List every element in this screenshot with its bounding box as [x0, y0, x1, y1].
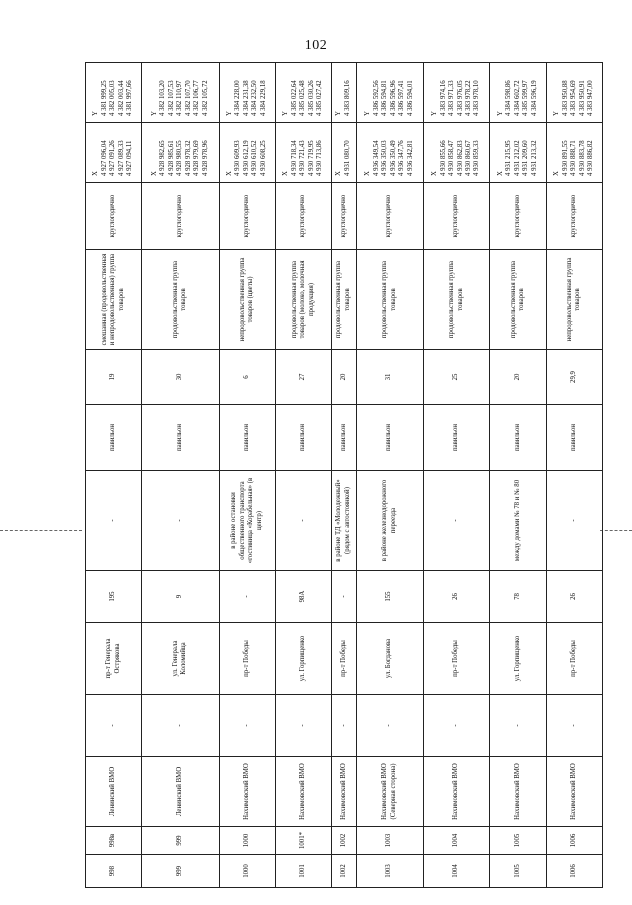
coordinate-x-value: 4 931 212,02 — [513, 140, 521, 176]
coordinates-x-cell — [490, 123, 546, 183]
coordinate-x-value: 4 930 862,83 — [456, 140, 464, 176]
cut-line-left — [0, 530, 82, 531]
coordinates-y-cell — [356, 63, 423, 123]
scheme-number-cell: 1004 — [423, 827, 490, 855]
area-cell: 6 — [219, 350, 275, 405]
period-cell: круглогодично — [332, 183, 357, 250]
row-number-cell: 1001 — [275, 855, 331, 888]
coordinate-y-value: Y — [150, 111, 158, 116]
district-cell: Нахимовский ВМО (Северная сторона) — [356, 757, 423, 827]
coordinate-y-value: Y — [364, 111, 372, 116]
table-row — [490, 63, 546, 888]
coordinate-y-value: 4 386 592,56 — [372, 80, 380, 116]
area-cell: 31 — [356, 350, 423, 405]
goods-group-cell: продовольственная группа товаров (молоко, молочная продукция) — [275, 250, 331, 350]
coordinate-x-value: X — [92, 171, 100, 176]
row-number-cell: 1003 — [356, 855, 423, 888]
area-cell: 19 — [86, 350, 142, 405]
coordinates-x-cell — [142, 123, 219, 183]
object-type-cell: павильон — [546, 405, 602, 471]
column-4-cell: - — [423, 695, 490, 757]
coordinate-y-value: Y — [92, 111, 100, 116]
coordinates-x-cell — [219, 123, 275, 183]
house-number-cell: - — [219, 571, 275, 623]
object-type-cell: павильон — [332, 405, 357, 471]
coordinates-y-cell — [332, 63, 357, 123]
coordinate-x-value: 4 936 347,76 — [398, 140, 406, 176]
table-row — [423, 63, 490, 888]
coordinate-x-value: 4 931 215,95 — [505, 140, 513, 176]
coordinate-y-value: 4 383 809,16 — [343, 80, 351, 116]
period-cell: круглогодично — [490, 183, 546, 250]
house-number-cell: 26 — [423, 571, 490, 623]
coordinate-y-value: 4 383 950,91 — [578, 80, 586, 116]
street-cell: ул. Богданова — [356, 623, 423, 695]
column-4-cell: - — [546, 695, 602, 757]
coordinate-x-value: X — [496, 171, 504, 176]
goods-group-cell: продовольственная группа товаров — [356, 250, 423, 350]
object-type-cell: павильон — [275, 405, 331, 471]
coordinate-x-value: 4 936 342,81 — [406, 140, 414, 176]
column-4-cell: - — [275, 695, 331, 757]
coordinate-x-value: X — [335, 171, 343, 176]
coordinate-x-value: 4 931 080,70 — [343, 140, 351, 176]
coordinate-y-value: 4 386 594,01 — [406, 80, 414, 116]
street-cell: пр-т Победы — [423, 623, 490, 695]
coordinate-x-value: 4 936 350,03 — [381, 140, 389, 176]
coordinate-x-value: 4 930 855,66 — [439, 140, 447, 176]
column-4-cell: - — [490, 695, 546, 757]
coordinate-y-value: 4 382 003,44 — [117, 80, 125, 116]
coordinates-y-cell — [490, 63, 546, 123]
coordinates-x-cell — [86, 123, 142, 183]
row-number-cell: 1006 — [546, 855, 602, 888]
scheme-number-cell: 1006 — [546, 827, 602, 855]
coordinates-y-cell — [275, 63, 331, 123]
cut-line-right — [600, 530, 632, 531]
row-number-cell: 1004 — [423, 855, 490, 888]
house-number-cell: 195 — [86, 571, 142, 623]
coordinate-y-value: 4 385 599,97 — [522, 80, 530, 116]
column-4-cell: - — [219, 695, 275, 757]
coordinate-y-value: Y — [553, 111, 561, 116]
house-number-cell: 98А — [275, 571, 331, 623]
coordinates-y-cell — [546, 63, 602, 123]
coordinate-x-value: 4 930 721,43 — [299, 140, 307, 176]
column-4-cell: - — [142, 695, 219, 757]
table-row — [275, 63, 331, 888]
coordinate-y-value: 4 382 005,03 — [109, 80, 117, 116]
coordinate-y-value: Y — [496, 111, 504, 116]
goods-group-cell: продовольственная группа товаров — [490, 250, 546, 350]
coordinate-y-value: 4 382 103,20 — [159, 80, 167, 116]
coordinate-y-value: 4 382 107,53 — [167, 80, 175, 116]
street-cell: пр-т Генерала Острякова — [86, 623, 142, 695]
coordinate-x-value: X — [431, 171, 439, 176]
area-cell: 30 — [142, 350, 219, 405]
page-number: 102 — [304, 38, 328, 53]
coordinate-x-value: 4 928 985,61 — [167, 140, 175, 176]
district-cell: Нахимовский ВМО — [423, 757, 490, 827]
coordinate-y-value: 4 383 978,10 — [473, 80, 481, 116]
period-cell: круглогодично — [142, 183, 219, 250]
coordinate-y-value: 4 385 027,42 — [316, 80, 324, 116]
coordinate-y-value: 4 383 976,05 — [456, 80, 464, 116]
coordinate-y-value: 4 382 107,70 — [184, 80, 192, 116]
coordinates-y-cell — [86, 63, 142, 123]
coordinate-x-value: 4 936 349,54 — [372, 140, 380, 176]
scheme-number-cell: 1003 — [356, 827, 423, 855]
landmark-cell: между домами № 78 и № 80 — [490, 471, 546, 571]
landmark-cell: - — [86, 471, 142, 571]
object-type-cell: павильон — [423, 405, 490, 471]
coordinate-y-value: 4 384 232,50 — [251, 80, 259, 116]
coordinate-y-value: Y — [431, 111, 439, 116]
rotated-table-container — [85, 63, 603, 888]
coordinate-y-value: 4 382 106,77 — [193, 80, 201, 116]
coordinate-y-value: 4 383 978,22 — [464, 80, 472, 116]
goods-group-cell: непродовольственная группа товаров — [546, 250, 602, 350]
landmark-cell: в районе остановки общественного транспорта «гостиница «Корабельная» (в центр) — [219, 471, 275, 571]
coordinate-x-value: 4 927 094,11 — [126, 140, 134, 176]
scheme-number-cell: 1005 — [490, 827, 546, 855]
row-number-cell: 1005 — [490, 855, 546, 888]
coordinate-y-value: 4 384 602,72 — [513, 80, 521, 116]
period-cell: круглогодично — [423, 183, 490, 250]
coordinate-y-value: 4 384 598,86 — [505, 80, 513, 116]
landmark-cell: - — [546, 471, 602, 571]
house-number-cell: - — [332, 571, 357, 623]
coordinate-y-value: 4 383 954,69 — [570, 80, 578, 116]
house-number-cell: 155 — [356, 571, 423, 623]
coordinate-y-value: 4 382 110,97 — [176, 80, 184, 116]
coordinate-y-value: 4 383 971,33 — [448, 80, 456, 116]
house-number-cell: 78 — [490, 571, 546, 623]
coordinate-x-value: 4 930 719,95 — [307, 140, 315, 176]
scheme-number-cell: 1000 — [219, 827, 275, 855]
goods-group-cell: продовольственная группа товаров — [423, 250, 490, 350]
object-type-cell: павильон — [142, 405, 219, 471]
goods-group-cell: продовольственная группа товаров — [332, 250, 357, 350]
scheme-number-cell: 998в — [86, 827, 142, 855]
coordinate-x-value: 4 930 860,67 — [464, 140, 472, 176]
coordinate-y-value: 4 382 105,72 — [201, 80, 209, 116]
coordinate-y-value: 4 386 596,96 — [389, 80, 397, 116]
street-cell: ул. Генерала Коломийца — [142, 623, 219, 695]
column-4-cell: - — [356, 695, 423, 757]
coordinate-x-value: 4 930 883,78 — [578, 140, 586, 176]
coordinate-x-value: 4 931 213,32 — [530, 140, 538, 176]
coordinate-x-value: 4 930 859,33 — [473, 140, 481, 176]
coordinate-y-value: 4 381 999,25 — [100, 80, 108, 116]
column-4-cell: - — [86, 695, 142, 757]
table-row — [332, 63, 357, 888]
coordinate-x-value: X — [364, 171, 372, 176]
landmark-cell: в районе железнодорожного переезда — [356, 471, 423, 571]
coordinate-y-value: 4 383 950,88 — [561, 80, 569, 116]
district-cell: Нахимовский ВМО — [332, 757, 357, 827]
period-cell: круглогодично — [86, 183, 142, 250]
coordinate-x-value: 4 928 982,65 — [159, 140, 167, 176]
coordinate-x-value: 4 927 091,26 — [109, 140, 117, 176]
goods-group-cell: непродовольственная группа товаров (цветы) — [219, 250, 275, 350]
coordinate-x-value: 4 930 609,93 — [234, 140, 242, 176]
trade-objects-table — [85, 62, 603, 888]
coordinates-x-cell — [423, 123, 490, 183]
coordinate-x-value: 4 931 209,60 — [522, 140, 530, 176]
period-cell: круглогодично — [219, 183, 275, 250]
area-cell: 29,9 — [546, 350, 602, 405]
area-cell: 20 — [490, 350, 546, 405]
coordinate-x-value: 4 930 610,52 — [251, 140, 259, 176]
coordinate-x-value: X — [225, 171, 233, 176]
coordinates-y-cell — [219, 63, 275, 123]
coordinate-x-value: 4 936 350,49 — [389, 140, 397, 176]
coordinate-y-value: Y — [335, 111, 343, 116]
coordinate-x-value: 4 928 980,55 — [176, 140, 184, 176]
coordinates-x-cell — [275, 123, 331, 183]
landmark-cell: - — [423, 471, 490, 571]
object-type-cell: павильон — [490, 405, 546, 471]
coordinate-x-value: 4 928 979,69 — [193, 140, 201, 176]
district-cell: Нахимовский ВМО — [490, 757, 546, 827]
landmark-cell: в районе ТД «Молодежный» (рядом с автостоянкой) — [332, 471, 357, 571]
coordinate-x-value: 4 930 888,71 — [570, 140, 578, 176]
coordinate-y-value: 4 381 997,66 — [126, 80, 134, 116]
coordinate-x-value: 4 927 096,04 — [100, 140, 108, 176]
column-4-cell: - — [332, 695, 357, 757]
coordinate-x-value: 4 930 886,82 — [587, 140, 595, 176]
area-cell: 27 — [275, 350, 331, 405]
goods-group-cell: продовольственная группа товаров — [142, 250, 219, 350]
coordinate-y-value: 4 383 947,00 — [587, 80, 595, 116]
coordinates-y-cell — [142, 63, 219, 123]
coordinate-x-value: 4 930 608,25 — [259, 140, 267, 176]
table-row — [219, 63, 275, 888]
coordinates-x-cell — [356, 123, 423, 183]
street-cell: пр-т Победы — [546, 623, 602, 695]
coordinate-y-value: 4 384 596,19 — [530, 80, 538, 116]
coordinate-x-value: 4 928 978,32 — [184, 140, 192, 176]
coordinate-x-value: 4 930 718,34 — [290, 140, 298, 176]
object-type-cell: павильон — [86, 405, 142, 471]
district-cell: Ленинский ВМО — [86, 757, 142, 827]
district-cell: Нахимовский ВМО — [546, 757, 602, 827]
coordinates-x-cell — [546, 123, 602, 183]
street-cell: пр-т Победы — [219, 623, 275, 695]
goods-group-cell: смешанная (продовольственная и непродовольственная) группа товаров — [86, 250, 142, 350]
coordinate-y-value: 4 385 030,26 — [307, 80, 315, 116]
coordinate-x-value: 4 930 858,47 — [448, 140, 456, 176]
row-number-cell: 998 — [86, 855, 142, 888]
coordinate-y-value: 4 383 974,16 — [439, 80, 447, 116]
table-row — [356, 63, 423, 888]
coordinates-x-cell — [332, 123, 357, 183]
house-number-cell: 26 — [546, 571, 602, 623]
row-number-cell: 1002 — [332, 855, 357, 888]
coordinate-y-value: 4 386 597,41 — [398, 80, 406, 116]
period-cell: круглогодично — [356, 183, 423, 250]
district-cell: Нахимовский ВМО — [275, 757, 331, 827]
period-cell: круглогодично — [546, 183, 602, 250]
street-cell: пр-т Победы — [332, 623, 357, 695]
table-row — [86, 63, 142, 888]
object-type-cell: павильон — [219, 405, 275, 471]
district-cell: Ленинский ВМО — [142, 757, 219, 827]
area-cell: 25 — [423, 350, 490, 405]
table-row — [142, 63, 219, 888]
coordinate-y-value: Y — [282, 111, 290, 116]
table-row — [546, 63, 602, 888]
coordinate-x-value: 4 930 612,19 — [242, 140, 250, 176]
period-cell: круглогодично — [275, 183, 331, 250]
coordinate-y-value: 4 384 228,00 — [234, 80, 242, 116]
scheme-number-cell: 1002 — [332, 827, 357, 855]
coordinate-y-value: 4 385 022,64 — [290, 80, 298, 116]
coordinate-y-value: 4 386 594,81 — [381, 80, 389, 116]
row-number-cell: 1000 — [219, 855, 275, 888]
scheme-number-cell: 1001* — [275, 827, 331, 855]
house-number-cell: 9 — [142, 571, 219, 623]
landmark-cell: - — [142, 471, 219, 571]
object-type-cell: павильон — [356, 405, 423, 471]
coordinate-x-value: 4 930 713,86 — [316, 140, 324, 176]
coordinate-y-value: Y — [225, 111, 233, 116]
coordinate-y-value: 4 385 025,48 — [299, 80, 307, 116]
landmark-cell: - — [275, 471, 331, 571]
district-cell: Нахимовский ВМО — [219, 757, 275, 827]
street-cell: ул. Горпищенко — [275, 623, 331, 695]
coordinate-x-value: 4 928 978,96 — [201, 140, 209, 176]
coordinate-x-value: X — [282, 171, 290, 176]
street-cell: ул. Горпищенко — [490, 623, 546, 695]
coordinate-x-value: 4 930 891,55 — [561, 140, 569, 176]
area-cell: 20 — [332, 350, 357, 405]
coordinate-x-value: X — [553, 171, 561, 176]
row-number-cell: 999 — [142, 855, 219, 888]
scheme-number-cell: 999 — [142, 827, 219, 855]
coordinate-y-value: 4 384 229,18 — [259, 80, 267, 116]
coordinates-y-cell — [423, 63, 490, 123]
coordinate-x-value: 4 927 089,33 — [117, 140, 125, 176]
coordinate-y-value: 4 384 231,38 — [242, 80, 250, 116]
coordinate-x-value: X — [150, 171, 158, 176]
